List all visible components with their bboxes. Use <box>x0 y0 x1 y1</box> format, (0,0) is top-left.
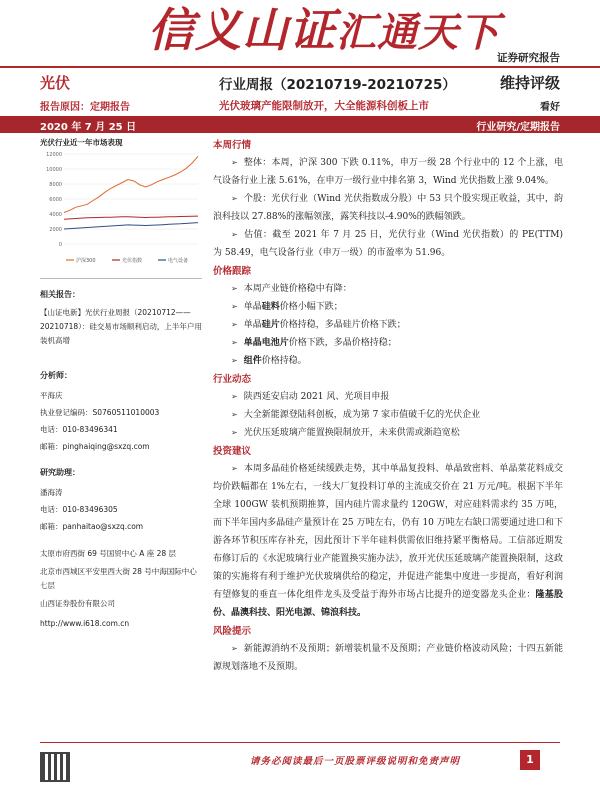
chart-ytick-label: 4000 <box>49 212 62 218</box>
risk-paragraph: ➢ 新能源消纳不及预期；新增装机量不及预期；产业链价格波动风险；十四五新能源规划落地不及预期。 <box>213 644 563 672</box>
rating-value: 看好 <box>540 102 560 113</box>
weekly-report-title: 行业周报（20210719-20210725） <box>219 77 456 93</box>
analyst-email[interactable]: 邮箱：pinghaiqing@sxzq.com <box>40 442 150 451</box>
chart-svg <box>40 150 202 270</box>
company-name: 山西证券股份有限公司 <box>40 599 115 608</box>
section-industry-news-title: 行业动态 <box>213 374 252 385</box>
report-date: 2020 年 7 月 25 日 <box>40 122 137 133</box>
chart-ytick-label: 6000 <box>49 197 62 203</box>
page-number: 1 <box>520 750 540 770</box>
sector-name: 光伏 <box>40 74 71 92</box>
arrow-bullet-icon: ➢ <box>231 320 238 329</box>
market-performance-chart <box>40 150 202 270</box>
chart-series-line <box>64 216 198 219</box>
disclaimer-notice: 请务必阅读最后一页股票评级说明和免责声明 <box>250 756 461 767</box>
assistant-email[interactable]: 邮箱：panhaitao@sxzq.com <box>40 522 144 531</box>
investment-advice-paragraph: ➢ 本周多晶硅价格延续缓跌走势，其中单晶复投料、单晶致密料、单晶菜花料成交均价跌幅都在 1%左右，一线大厂复投料订单的主流成交价在 21 万元/吨。根据下半年全球 100GW 装机预期推算，国内硅片需求量约 120GW，对应硅料需求约 35 万吨，而下半年国内多晶硅产量预计在 25 万吨左右，仍有 10 万吨左右缺口需要通过进口和下游各环节积压库存补充，因此预计下半年硅料供需依旧维持紧平衡格局。工信部近期发布修订后的《水泥玻璃行业产能置换实施办法》，放开光伏压延玻璃产能置换限制，这政策的实施将有利于维护光伏玻璃供给的稳定，并促进产能集中度进一步提高，看好利润有望修复的垂直一体化组件龙头及受益于海外市场占比提升的逆变器龙头企业：隆基股份、晶澳科技、阳光电源、锦浪科技。 <box>213 464 563 618</box>
report-category: 行业研究/定期报告 <box>476 122 560 133</box>
market-valuation-paragraph: ➢ 估值：截至 2021 年 7 月 25 日，光伏行业（Wind 光伏指数）的 PE(TTM) 为 58.49，电气设备行业（申万一级）的市盈率为 51.96。 <box>213 230 563 258</box>
arrow-bullet-icon: ➢ <box>231 428 238 437</box>
rating-label: 维持评级 <box>499 74 560 92</box>
chart-ytick-label: 8000 <box>49 182 62 188</box>
chart-title: 光伏行业近一年市场表现 <box>40 138 123 147</box>
chart-ytick-label: 10000 <box>46 167 62 173</box>
assistant-name: 潘海涛 <box>40 488 63 497</box>
price-cell: ➢ 单晶电池片价格下跌，多晶价格持稳； <box>231 338 397 348</box>
related-reports-heading: 相关报告： <box>40 290 80 299</box>
chart-ytick-label: 0 <box>58 242 62 248</box>
address-taiyuan: 太原市府西街 69 号国贸中心 A 座 28 层 <box>40 549 177 558</box>
analyst-phone: 电话：010-83496341 <box>40 425 118 434</box>
brand-slogan-part1: 信义山证 <box>148 3 336 57</box>
title-row <box>0 70 600 96</box>
chart-ytick-label: 2000 <box>49 227 62 233</box>
section-risk-title: 风险提示 <box>213 626 252 637</box>
brand-slogan-part2: 汇通天下 <box>336 9 500 56</box>
subtitle-row <box>0 96 600 116</box>
section-weekly-market-title: 本周行情 <box>213 140 252 151</box>
report-header <box>0 0 600 68</box>
chart-series-line <box>64 156 198 212</box>
arrow-bullet-icon: ➢ <box>231 410 238 419</box>
chart-series-line <box>64 223 198 229</box>
chart-ytick-label: 12000 <box>46 152 62 158</box>
left-sidebar <box>40 137 202 631</box>
header-divider <box>0 66 600 68</box>
section-price-tracking-title: 价格跟踪 <box>213 266 252 277</box>
price-summary: ➢ 本周产业链价格稳中有降： <box>231 284 352 294</box>
report-headline: 光伏玻璃产能限制放开，大全能源科创板上市 <box>219 100 429 112</box>
chart-legend-label: 沪深300 <box>76 258 96 264</box>
market-stocks-paragraph: ➢ 个股：光伏行业（Wind 光伏指数成分股）中 53 只个股实现正收益，其中，韵浪科技以 27.88%的涨幅领涨，露笑科技以-4.90%的跌幅领跌。 <box>213 194 563 222</box>
page-footer <box>0 742 600 800</box>
price-module: ➢ 组件价格持稳。 <box>231 356 307 366</box>
arrow-bullet-icon: ➢ <box>231 158 238 167</box>
report-reason: 报告原因：定期报告 <box>40 102 130 113</box>
sidebar-divider <box>40 278 202 279</box>
assistant-heading: 研究助理： <box>40 468 80 477</box>
chart-legend-label: 光伏指数 <box>122 258 143 264</box>
price-wafer: ➢ 单晶硅片价格持稳，多晶硅片价格下跌； <box>231 320 406 330</box>
address-beijing: 北京市西城区平安里西大街 28 号中海国际中心七层 <box>40 567 197 590</box>
arrow-bullet-icon: ➢ <box>231 230 238 239</box>
arrow-bullet-icon: ➢ <box>231 302 238 311</box>
company-website[interactable]: http://www.i618.com.cn <box>40 619 130 628</box>
price-silicon-material: ➢ 单晶硅料价格小幅下跌； <box>231 302 343 312</box>
analyst-heading: 分析师： <box>40 371 72 380</box>
analyst-cert: 执业登记编码：S0760511010003 <box>40 408 160 417</box>
section-investment-advice-title: 投资建议 <box>213 446 252 457</box>
arrow-bullet-icon: ➢ <box>231 284 238 293</box>
main-content <box>213 136 563 676</box>
arrow-bullet-icon: ➢ <box>231 644 238 653</box>
news-item: ➢ 陕西延安启动 2021 风、光项目申报 <box>231 392 390 402</box>
footer-divider <box>40 742 560 743</box>
date-band <box>0 116 600 133</box>
arrow-bullet-icon: ➢ <box>231 194 238 203</box>
analyst-name: 平海庆 <box>40 391 63 400</box>
news-item: ➢ 光伏压延玻璃产能置换限制放开，未来供需或渐趋宽松 <box>231 428 460 438</box>
news-item: ➢ 大全新能源登陆科创板，成为第 7 家市值破千亿的光伏企业 <box>231 410 481 420</box>
related-report-link[interactable]: 【山证电新】光伏行业周报（20210712——20210718）：硅交易市场顺利启动，上半年户用装机高增 <box>40 308 202 345</box>
arrow-bullet-icon: ➢ <box>231 356 238 365</box>
assistant-phone: 电话：010-83496305 <box>40 505 118 514</box>
brand-logo <box>148 0 500 60</box>
market-overall-paragraph: ➢ 整体：本周，沪深 300 下跌 0.11%，申万一级 28 个行业中的 12 个上涨，电气设备行业上涨 5.61%，在申万一级行业中排名第 3，Wind 光伏指数上涨 9.04%。 <box>213 158 563 186</box>
report-type-label: 证券研究报告 <box>497 52 560 64</box>
arrow-bullet-icon: ➢ <box>231 464 238 473</box>
arrow-bullet-icon: ➢ <box>231 338 238 347</box>
chart-legend-label: 电气设备 <box>168 258 189 264</box>
arrow-bullet-icon: ➢ <box>231 392 238 401</box>
qr-code-icon <box>40 752 70 782</box>
